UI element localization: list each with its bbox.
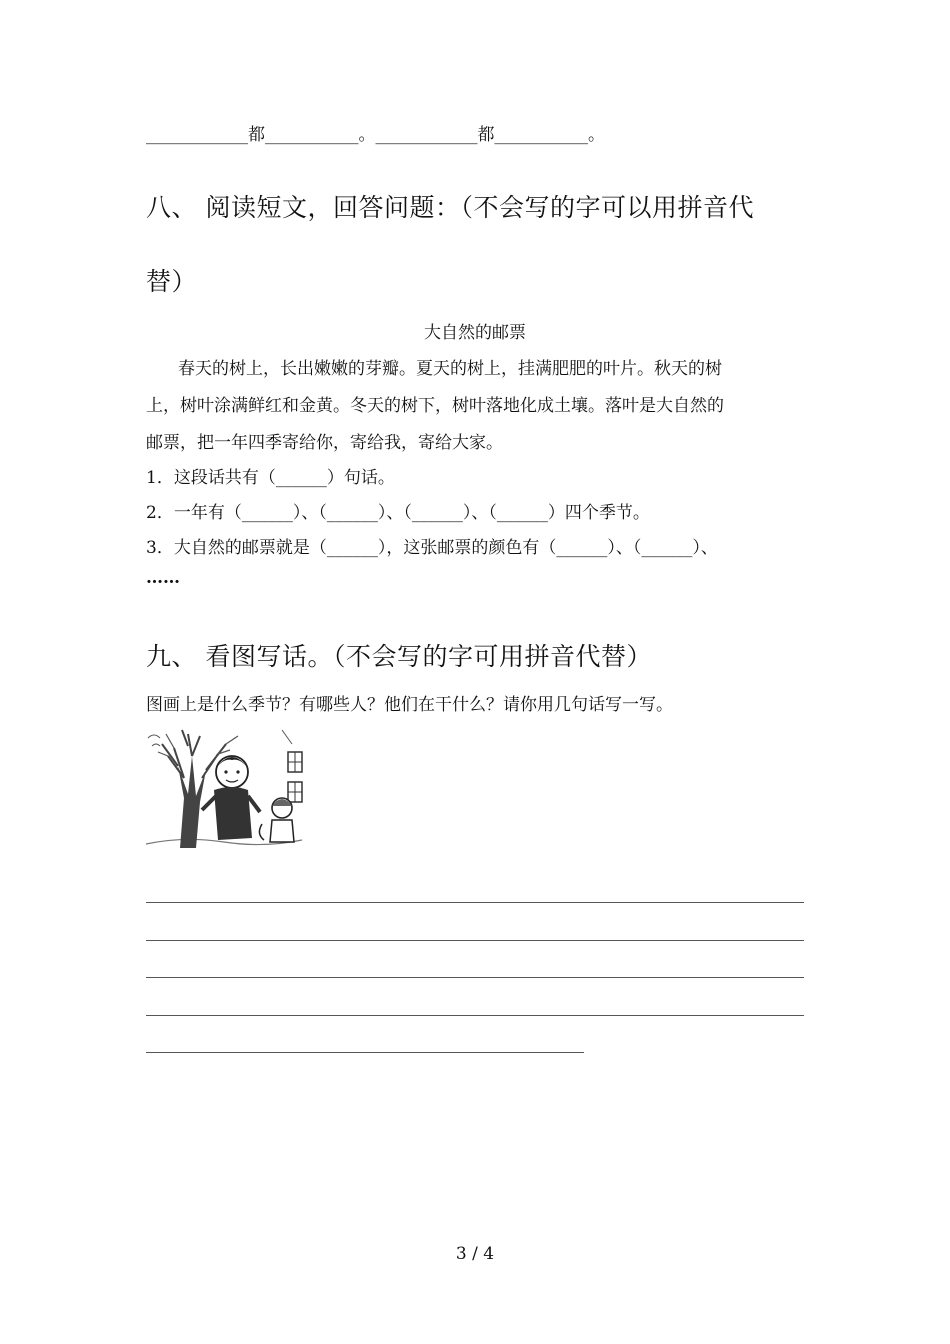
- question-2: 2．一年有（______）、（______）、（______）、（______）四个季节。: [146, 503, 650, 523]
- writing-line[interactable]: [146, 940, 804, 941]
- writing-line[interactable]: [146, 977, 804, 978]
- passage-line: 上，树叶涂满鲜红和金黄。冬天的树下，树叶落地化成土壤。落叶是大自然的: [146, 396, 724, 416]
- question-3-continuation: ……: [146, 568, 180, 588]
- writing-line[interactable]: [146, 902, 804, 903]
- passage-line: 春天的树上，长出嫩嫩的芽瓣。夏天的树上，挂满肥肥的叶片。秋天的树: [178, 359, 722, 379]
- writing-line[interactable]: [146, 1015, 804, 1016]
- question-1: 1．这段话共有（______）句话。: [146, 468, 395, 488]
- page-number: 3 / 4: [455, 1244, 495, 1264]
- section-8-title-continued: 替）: [146, 267, 198, 296]
- fill-in-sentence-line: ____________都___________。____________都___________。: [146, 125, 605, 145]
- writing-prompt: 图画上是什么季节？有哪些人？他们在干什么？请你用几句话写一写。: [146, 695, 673, 715]
- passage-title: 大自然的邮票: [424, 323, 526, 343]
- winter-scene-illustration: [144, 726, 304, 848]
- section-8-title: 八、 阅读短文，回答问题：（不会写的字可以用拼音代: [146, 193, 754, 222]
- question-3: 3．大自然的邮票就是（______），这张邮票的颜色有（______）、（______）、: [146, 538, 718, 558]
- writing-line[interactable]: [146, 1052, 584, 1053]
- section-9-title: 九、 看图写话。（不会写的字可用拼音代替）: [146, 642, 652, 671]
- passage-line: 邮票，把一年四季寄给你，寄给我，寄给大家。: [146, 433, 503, 453]
